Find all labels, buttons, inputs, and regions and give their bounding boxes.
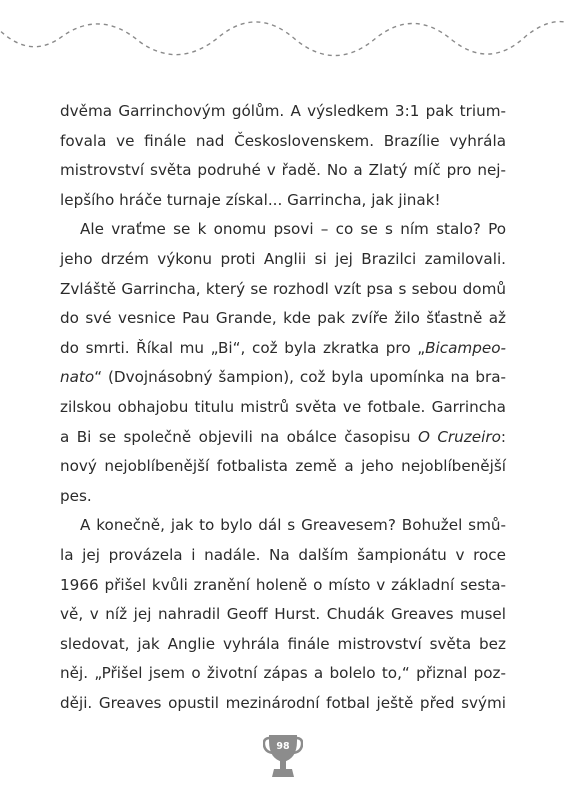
dashed-scallop-border: [0, 0, 566, 70]
trophy-icon: [263, 733, 303, 779]
text-line: 1966 přišel kvůli zranění holeně o místo v základní sesta-: [60, 575, 506, 594]
text-line: zilskou obhajobu titulu mistrů světa ve fotbale. Garrincha: [60, 397, 506, 416]
italic-term: nato: [60, 368, 95, 387]
text-line: dvěma Garrinchovým gólům. A výsledkem 3:1 pak trium-: [60, 102, 506, 120]
text-line: pes.: [60, 486, 92, 505]
page-number: 98: [276, 741, 290, 752]
text-line: lepšího hráče turnaje získal... Garrincha, jak jinak!: [60, 190, 441, 209]
text-line: fovala ve finále nad Československem. Brazílie vyhrála: [60, 131, 506, 150]
text-line: [60, 363, 506, 393]
text-fragment: Ale vraťme se k onomu psovi – co se s ním stalo? Po: [80, 220, 506, 239]
text-line: [60, 423, 506, 453]
text-line: [60, 511, 506, 541]
text-line: nový nejoblíbenější fotbalista země a jeho nejoblíbenější: [60, 457, 506, 476]
text-line: sledovat, jak Anglie vyhrála finále mistrovství světa bez: [60, 634, 506, 653]
text-line: vě, v níž jej nahradil Geoff Hurst. Chudák Greaves musel: [60, 605, 506, 624]
text-fragment: A konečně, jak to bylo dál s Greavesem? Bohužel smů-: [80, 516, 506, 535]
magazine-title: O Cruzeiro: [417, 427, 501, 446]
text-line: do své vesnice Pau Grande, kde pak zvíře žilo šťastně až: [60, 309, 506, 328]
text-line: ději. Greaves opustil mezinárodní fotbal ještě před svými: [60, 693, 506, 712]
italic-term: Bicampeo-: [425, 338, 506, 357]
text-fragment: “ (Dvojnásobný šampion), což byla upomínka na bra-: [94, 368, 506, 387]
text-fragment: :: [500, 427, 507, 446]
body-text: [60, 97, 506, 718]
text-line: la jej provázela i nadále. Na dalším šampionátu v roce: [60, 545, 506, 564]
text-line: [60, 215, 506, 245]
text-line: Zvláště Garrincha, který se rozhodl vzít psa s sebou domů: [60, 279, 506, 298]
text-line: jeho drzém výkonu proti Anglii si jej Brazilci zamilovali.: [60, 249, 506, 268]
text-line: mistrovství světa podruhé v řadě. No a Zlatý míč pro nej-: [60, 161, 506, 180]
text-line: něj. „Přišel jsem o životní zápas a bolelo to,“ přiznal poz-: [60, 664, 506, 683]
text-fragment: a Bi se společně objevili na obálce časopisu: [60, 427, 418, 446]
text-line: [60, 334, 506, 364]
text-fragment: do smrti. Říkal mu „Bi“, což byla zkratka pro „: [60, 338, 426, 357]
